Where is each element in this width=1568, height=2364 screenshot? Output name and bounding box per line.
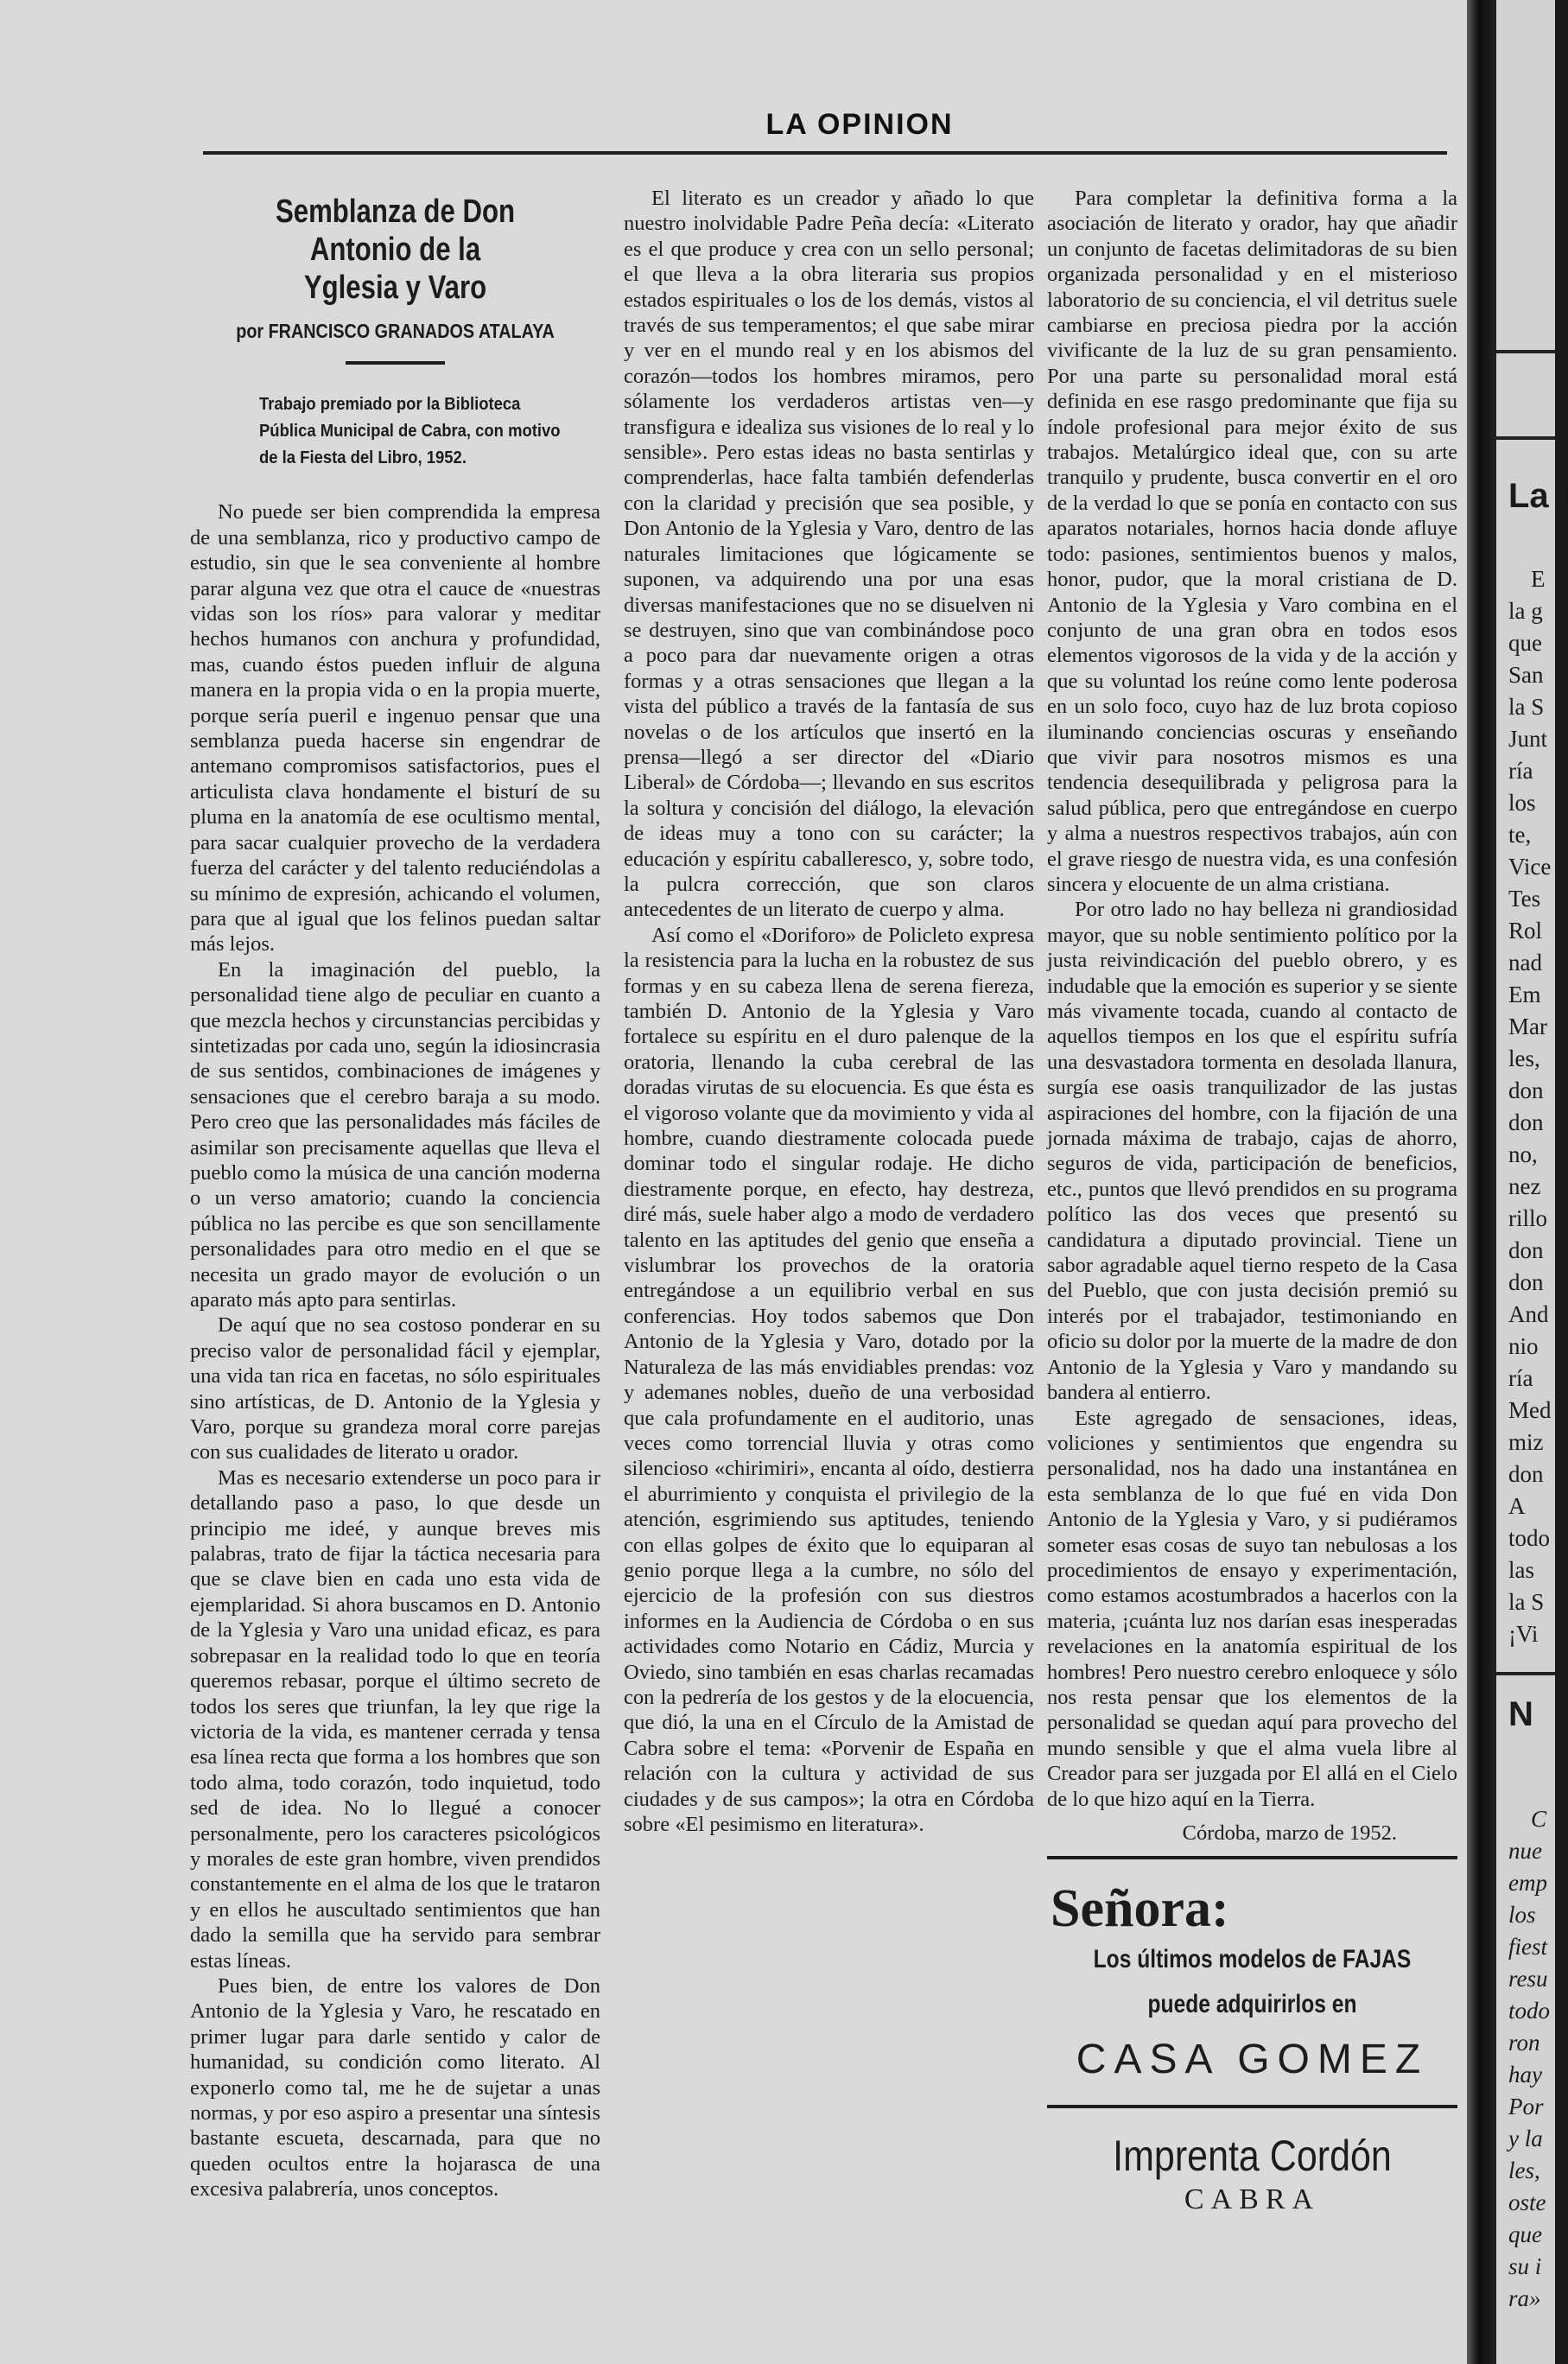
adjacent-text-fragment: les, — [1508, 2157, 1540, 2183]
adjacent-rule — [1496, 350, 1555, 353]
adjacent-text-fragment: San — [1508, 662, 1544, 688]
article-paragraph: De aquí que no sea costoso ponderar en su preciso valor de personalidad fácil y ejemplar, una vida tan rica en facetas, no sólo espirituales sino artísticas, de D. Antonio de la Yglesia y Varo, porque su grandeza moral corre parejas con sus cualidades de literato u orador. — [190, 1313, 600, 1465]
adjacent-text-fragment: E — [1531, 566, 1546, 592]
adjacent-page-edge — [1496, 0, 1568, 2364]
column-1 — [190, 186, 600, 2202]
ad-printer-name: Imprenta Cordón — [1113, 2132, 1392, 2181]
adjacent-text-fragment: su i — [1508, 2253, 1542, 2279]
adjacent-text-fragment: emp — [1508, 1870, 1547, 1896]
adjacent-text-fragment: nad — [1508, 950, 1542, 975]
adjacent-text-fragment: N — [1508, 1695, 1533, 1733]
adjacent-text-fragment: no, — [1508, 1141, 1538, 1167]
adjacent-text-fragment: rillo — [1508, 1205, 1547, 1231]
adjacent-text-fragment: ría — [1508, 1365, 1533, 1391]
adjacent-text-fragment: les, — [1508, 1045, 1540, 1071]
adjacent-text-fragment: ron — [1508, 2030, 1540, 2056]
headline-line-1: Semblanza de Don Antonio de la — [275, 194, 516, 268]
adjacent-text-fragment: And — [1508, 1301, 1549, 1327]
adjacent-text-fragment: Rol — [1508, 918, 1543, 944]
adjacent-text-fragment: la S — [1508, 1589, 1545, 1615]
ad-separator — [1047, 1856, 1457, 1859]
article-headline — [227, 193, 564, 307]
headline-line-2: Yglesia y Varo — [303, 270, 487, 306]
adjacent-text-fragment: las — [1508, 1557, 1534, 1583]
article-paragraph: Para completar la definitiva forma a la asociación de literato y orador, hay que añadir un conjunto de facetas delimitadoras de su bien organizada personalidad y en el misterioso laboratorio de su conciencia, el vil detritus suele cambiarse en preciosa piedra por la acción vivificante de la luz de su gran pensamiento. Por una parte su personalidad moral está definida en ese rasgo predominante que fija su índole profesional para mejor éxito de sus trabajos. Metalúrgico ideal que, con su arte tranquilo y prudente, busca convertir en el oro de la verdad lo que se ponía en contacto con sus aparatos notariales, hornos hacia donde afluye todo: pasiones, sentimientos buenos y malos, honor, pudor, que la moral cristiana de D. Antonio de la Yglesia y Varo combina en el conjunto de una gran obra en todos esos elementos vigorosos de la vida y de la acción y que su voluntad los reúne como lente poderosa en un solo foco, cuyo haz de luz brota copioso iluminando conciencias oscuras y enseñando que vivir para nosotros mismos es una tendencia desequilibrada y peligrosa para la salud pública, pero que entregándose en cuerpo y alma a nuestros respectivos trabajos, aún con el grave riesgo de nuestra vida, es una confesión sincera y elocuente de un alma cristiana. — [1047, 187, 1457, 896]
adjacent-text-fragment: nez — [1508, 1173, 1541, 1199]
adjacent-text-fragment: y la — [1508, 2126, 1543, 2151]
ad-casa-gomez — [1047, 1880, 1457, 2086]
adjacent-text-fragment: Em — [1508, 982, 1541, 1007]
adjacent-text-fragment: don — [1508, 1109, 1544, 1135]
adjacent-text-fragment: Tes — [1508, 886, 1541, 912]
adjacent-text-fragment: hay — [1508, 2062, 1542, 2088]
book-gutter — [1467, 0, 1496, 2364]
adjacent-text-fragment: ra» — [1508, 2285, 1541, 2311]
adjacent-text-fragment: nio — [1508, 1333, 1539, 1359]
article-paragraph: En la imaginación del pueblo, la personalidad tiene algo de peculiar en cuanto a que mezcla hechos y circunstancias percibidas y sintetizadas por cada uno, según la idiosincrasia de sus sentidos, combinaciones de imágenes y sensaciones que el cerebro baraja a su modo. Pero creo que las personalidades más fáciles de asimilar son precisamente aquellas que lleva el pueblo como la música de una canción moderna o un verso amatorio; cuando la conciencia pública no las percibe es que son sencillamente personalidades para otro medio en el que se necesita un grado mayor de evolución o un aparato más apto para sentirlas. — [190, 957, 600, 1312]
masthead: LA OPINION — [765, 108, 954, 141]
adjacent-text-fragment: miz — [1508, 1429, 1544, 1455]
award-note: Trabajo premiado por la Biblioteca Pública Municipal de Cabra, con motivo de la Fiesta del Libro, 1952. — [259, 394, 561, 468]
ad-line-2: puede adquirirlos en — [1147, 1990, 1357, 2019]
article-body — [190, 499, 600, 2202]
adjacent-text-fragment: los — [1508, 1902, 1536, 1928]
adjacent-text-fragment: don — [1508, 1461, 1544, 1487]
ad-title: Señora: — [1051, 1879, 1229, 1939]
adjacent-text-fragment: que — [1508, 630, 1542, 656]
adjacent-text-fragment: nue — [1508, 1838, 1542, 1864]
ad-store-name: CASA GOMEZ — [1076, 2037, 1429, 2083]
adjacent-rule — [1496, 1672, 1555, 1675]
adjacent-text-fragment: la g — [1508, 598, 1543, 624]
adjacent-rule — [1496, 436, 1555, 440]
ad-separator — [1047, 2105, 1457, 2108]
adjacent-text-fragment: Junt — [1508, 726, 1548, 752]
article-byline: por FRANCISCO GRANADOS ATALAYA — [236, 320, 555, 342]
adjacent-text-fragment: don — [1508, 1237, 1544, 1263]
article-paragraph: Pues bien, de entre los valores de Don Antonio de la Yglesia y Varo, he rescatado en primer lugar para darle sentido y calor de humanidad, su condición como literato. Al exponerlo como tal, me he de sujetar a unas normas, y por eso aspiro a presentar una síntesis bastante escueta, descarnada, para que no queden ocultos entre la hojarasca de una excesiva palabrería, unos conceptos. — [190, 1973, 600, 2202]
article-signoff: Córdoba, marzo de 1952. — [1182, 1821, 1397, 1845]
adjacent-text-fragment: ría — [1508, 758, 1533, 784]
ad-line-1: Los últimos modelos de FAJAS — [1093, 1945, 1412, 1974]
article-paragraph: No puede ser bien comprendida la empresa de una semblanza, rico y productivo campo de estudio, sin que le sea conveniente al hombre parar alguna vez que otra el cauce de «nuestras vidas son los ríos» para valorar y meditar hechos humanos con anchura y profundidad, mas, cuando éstos pueden influir de alguna manera en la propia vida o en la propia muerte, porque sería pueril e ingenuo pensar que una semblanza pueda hacerse sin engendrar de antemano compromisos satisfactorios, pues el articulista clava hondamente el bisturí de su pluma en la anatomía de ese ocultismo mental, para sacar cualquier provecho de la verdadera fuerza del carácter y del talento reduciéndolas a su mínimo de expresión, achicando el volumen, para que al igual que los felinos puedan saltar más lejos. — [190, 500, 600, 956]
article-paragraph: Por otro lado no hay belleza ni grandiosidad mayor, que su noble sentimiento político por la justa reivindicación del pueblo obrero, y es indudable que la emoción es superior y se siente más vivamente tocada, cuando al contacto de aquellos tiempos en los que el espíritu sufría una desvastadora tormenta en desolada llanura, surgía ese oasis tranquilizador de las justas aspiraciones del hombre, con la fijación de una jornada máxima de trabajo, cajas de ahorro, seguros de vida, participación de beneficios, etc., puntos que llevó prendidos en su programa político las dos veces que presentó su candidatura a diputado provincial. Tiene un sabor agradable aquel tierno respeto de la Casa del Pueblo, que con justa decisión premió su interés por el trabajador, testimoniando en oficio su dolor por la muerte de la madre de don Antonio de la Yglesia y Varo y mandando su bandera al entierro. — [1047, 898, 1457, 1405]
adjacent-text-fragment: que — [1508, 2221, 1542, 2247]
ad-printer-city: CABRA — [1184, 2183, 1321, 2216]
adjacent-text-fragment: la S — [1508, 694, 1545, 720]
byline-rule — [346, 361, 445, 365]
adjacent-text-fragment: La l — [1508, 477, 1568, 515]
adjacent-text-fragment: C — [1531, 1806, 1547, 1832]
adjacent-text-fragment: te, — [1508, 822, 1532, 848]
article-paragraph: Así como el «Doriforo» de Policleto expresa la resistencia para la lucha en la robustez de sus formas y en su cabeza llena de serena fiereza, también D. Antonio de la Yglesia y Varo fortalece su espíritu en el duro palenque de la oratoria, llenando la cuba cerebral de las doradas virutas de su elocuencia. Es que ésta es el vigoroso volante que da movimiento y vida al hombre, cuando diestramente colocada puede dominar todo el singular rodaje. He dicho diestramente porque, en efecto, hay destreza, diré más, suele haber algo a modo de verdadero talento en las aptitudes del genio que enseña a vislumbrar los provechos de la oratoria entregándose a un equilibrio verbal en sus conferencias. Hoy todos sabemos que Don Antonio de la Yglesia y Varo, dotado por la Naturaleza de las más envidiables prendas: voz y ademanes nobles, dueño de una verbosidad que cala profundamente en el auditorio, unas veces como torrencial lluvia y otras como silencioso «chirimiri», encanta al oído, destierra el aburrimiento y conquista el privilegio de la atención, esgrimiendo sus aptitudes, teniendo con ellas golpes de éxito que lo equiparan al genio porque llega a la cumbre, no sólo del ejercicio de la profesión con sus diestros informes en la Audiencia de Córdoba o en sus actividades como Notario en Cádiz, Murcia y Oviedo, sino también en esas charlas recamadas con la pedrería de los gestos y de la elocuencia, que dió, la una en el Círculo de la Amistad de Cabra sobre el tema: «Porvenir de España en relación con la cultura y actividad de sus ciudades y de sus campos»; la otra en Córdoba sobre «El pesimismo en literatura». — [624, 923, 1034, 1836]
adjacent-text-fragment: don — [1508, 1269, 1544, 1295]
adjacent-text-fragment: A — [1508, 1493, 1526, 1519]
adjacent-text-fragment: Por — [1508, 2094, 1544, 2119]
adjacent-text-fragment: fiest — [1508, 1934, 1547, 1960]
adjacent-text-fragment: los — [1508, 790, 1536, 816]
adjacent-text-fragment: don — [1508, 1077, 1544, 1103]
adjacent-text-fragment: Vice — [1508, 854, 1552, 880]
adjacent-text-fragment: Mar — [1508, 1014, 1547, 1039]
ad-imprenta-cordon — [1047, 2129, 1457, 2217]
masthead-rule — [203, 151, 1447, 155]
adjacent-text-fragment: todo — [1508, 1525, 1551, 1551]
column-2 — [624, 186, 1034, 1837]
article-paragraph: Este agregado de sensaciones, ideas, voliciones y sentimientos que engendra su personalidad, nos ha dado una instantánea en esta semblanza de lo que fué en vida Don Antonio de la Yglesia y Varo, y si pudiéramos someter esas cosas de suyo tan nebulosas a los procedimientos de ensayo y experimentación, como estamos acostumbrados a hacerlos con la materia, ¡cuánta luz nos darían esas inesperadas revelaciones en la anatomía espiritual de los hombres! Pero nuestro cerebro enloquece y sólo nos resta pensar que los elementos de la personalidad se quedan aquí para provecho del mundo sensible y que el alma vuela libre al Creador para ser juzgada por El allá en el Cielo de lo que hizo aquí en la Tierra. — [1047, 1406, 1457, 1811]
adjacent-text-fragment: todo — [1508, 1998, 1551, 2024]
article-paragraph: Mas es necesario extenderse un poco para ir detallando paso a paso, lo que desde un principio me ideé, y aunque breves mis palabras, trato de fijar la táctica necesaria para que se clave bien en cada uno esta vida de ejemplaridad. Si ahora buscamos en D. Antonio de la Yglesia y Varo una unidad eficaz, es para sobrepasar en la realidad todo lo que en teoría queremos rebasar, porque el último secreto de todos los seres que triunfan, la ley que rige la victoria de la vida, es mantener cerrada y tensa esa línea recta que forma a los hombres que son todo alma, todo corazón, todo inquietud, todo sed de idea. No lo llegué a conocer personalmente, pero los caracteres psicológicos y morales de este gran hombre, viven prendidos constantemente en el alma de los que le trataron y en ellos he auscultado sentimientos que han dado la semilla que ha servido para sembrar estas líneas. — [190, 1465, 600, 1973]
adjacent-text-fragment: oste — [1508, 2189, 1546, 2215]
adjacent-text-fragment: resu — [1508, 1966, 1548, 1992]
adjacent-text-fragment: ¡Vi — [1508, 1621, 1539, 1647]
column-3 — [1047, 186, 1457, 2217]
article-paragraph: El literato es un creador y añado lo que nuestro inolvidable Padre Peña decía: «Literato es el que produce y crea con un sello personal; el que lleva a la obra literaria sus propios estados espirituales o los de los demás, vistos al través de sus temperamentos; el que sabe mirar y ver en el mundo real y en los abismos del corazón—todos los hombres miramos, pero sólamente los verdaderos artistas ven—y transfigura e idealiza sus visiones de lo real y lo sensible». Pero estas ideas no basta sentirlas y comprenderlas, hace falta también defenderlas con la claridad y precisión que sea posible, y Don Antonio de la Yglesia y Varo, dentro de las naturales limitaciones que lógicamente se suponen, va adquirendo una por una esas diversas manifestaciones que no se disuelven ni se destruyen, sino que van combinándose poco a poco para dar nuevamente origen a otras formas y a otras sensaciones que llegan a la vista del público a través de la fantasía de sus novelas o de los artículos que insertó en la prensa—llegó a ser director del «Diario Liberal» de Córdoba—; llevando en sus escritos la soltura y concisión del diálogo, la elevación de ideas muy a tono con su carácter; la educación y espíritu caballeresco, y, sobre todo, la pulcra corrección, que son claros antecedentes de un literato de cuerpo y alma. — [624, 187, 1034, 922]
adjacent-text-fragment: Med — [1508, 1397, 1552, 1423]
